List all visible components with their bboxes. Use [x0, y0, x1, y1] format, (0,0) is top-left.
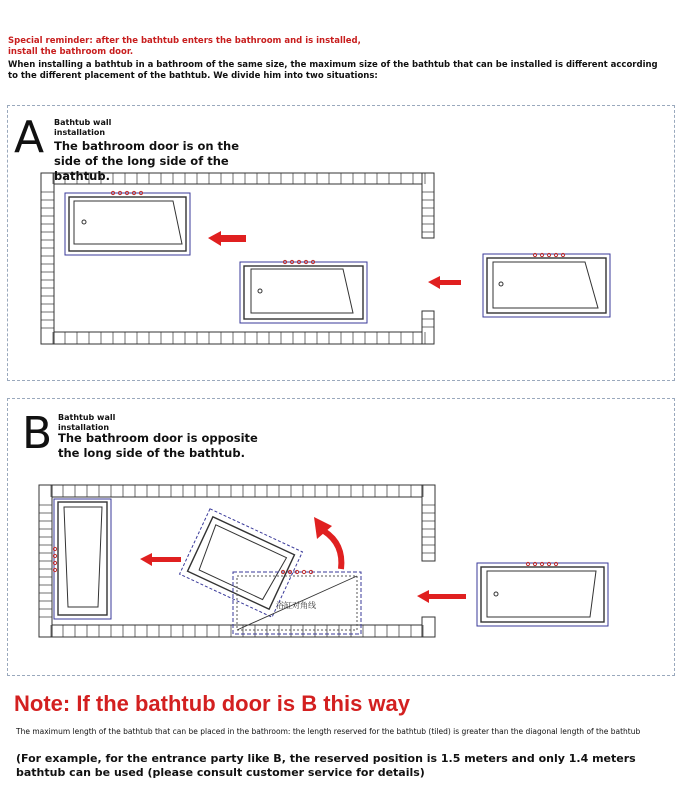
note-example: (For example, for the entrance party like B, the reserved position is 1.5 meters and only 1.4 meters bathtub can be used (please consult customer service for details): [16, 752, 636, 779]
note-title: Note: If the bathtub door is B this way: [14, 691, 410, 716]
arrow-left-icon: [428, 276, 461, 289]
situation-b-wall-label: Bathtub wall installation: [58, 413, 116, 432]
arrow-left-icon: [208, 231, 246, 246]
situation-a-caption: The bathroom door is on the side of the long side of the bathtub.: [54, 139, 240, 183]
arrow-left-icon: [140, 553, 181, 566]
note-detail: The maximum length of the bathtub that can be placed in the bathroom: the length reserved for the bathtub (tiled) is greater than the diagonal length of the bathtub: [16, 727, 641, 736]
situation-a-panel: [7, 105, 675, 381]
diagonal-label: 浴缸对角线: [276, 601, 316, 610]
bathtub-position-1: [65, 191, 190, 255]
situation-b-letter: B: [22, 408, 53, 459]
situation-a-wall-label: Bathtub wall installation: [54, 118, 112, 137]
bathtub-against-wall: [53, 499, 111, 619]
situation-a-letter: A: [14, 112, 45, 163]
bathtub-outside: [483, 253, 610, 317]
bathtub-outside: [477, 562, 608, 626]
intro-text: When installing a bathtub in a bathroom of the same size, the maximum size of the bathtub that can be installed is different according to the different placement of the bathtub. We divide him into two situations:: [8, 60, 658, 81]
arrow-left-icon: [417, 590, 466, 603]
situation-b-panel: [7, 398, 675, 676]
rotate-arrow-icon: [314, 517, 341, 569]
situation-b-caption: The bathroom door is opposite the long side of the bathtub.: [58, 431, 258, 460]
reminder-text: Special reminder: after the bathtub enters the bathroom and is installed, install the bathroom door.: [8, 36, 361, 57]
bathtub-position-2: [240, 260, 367, 323]
